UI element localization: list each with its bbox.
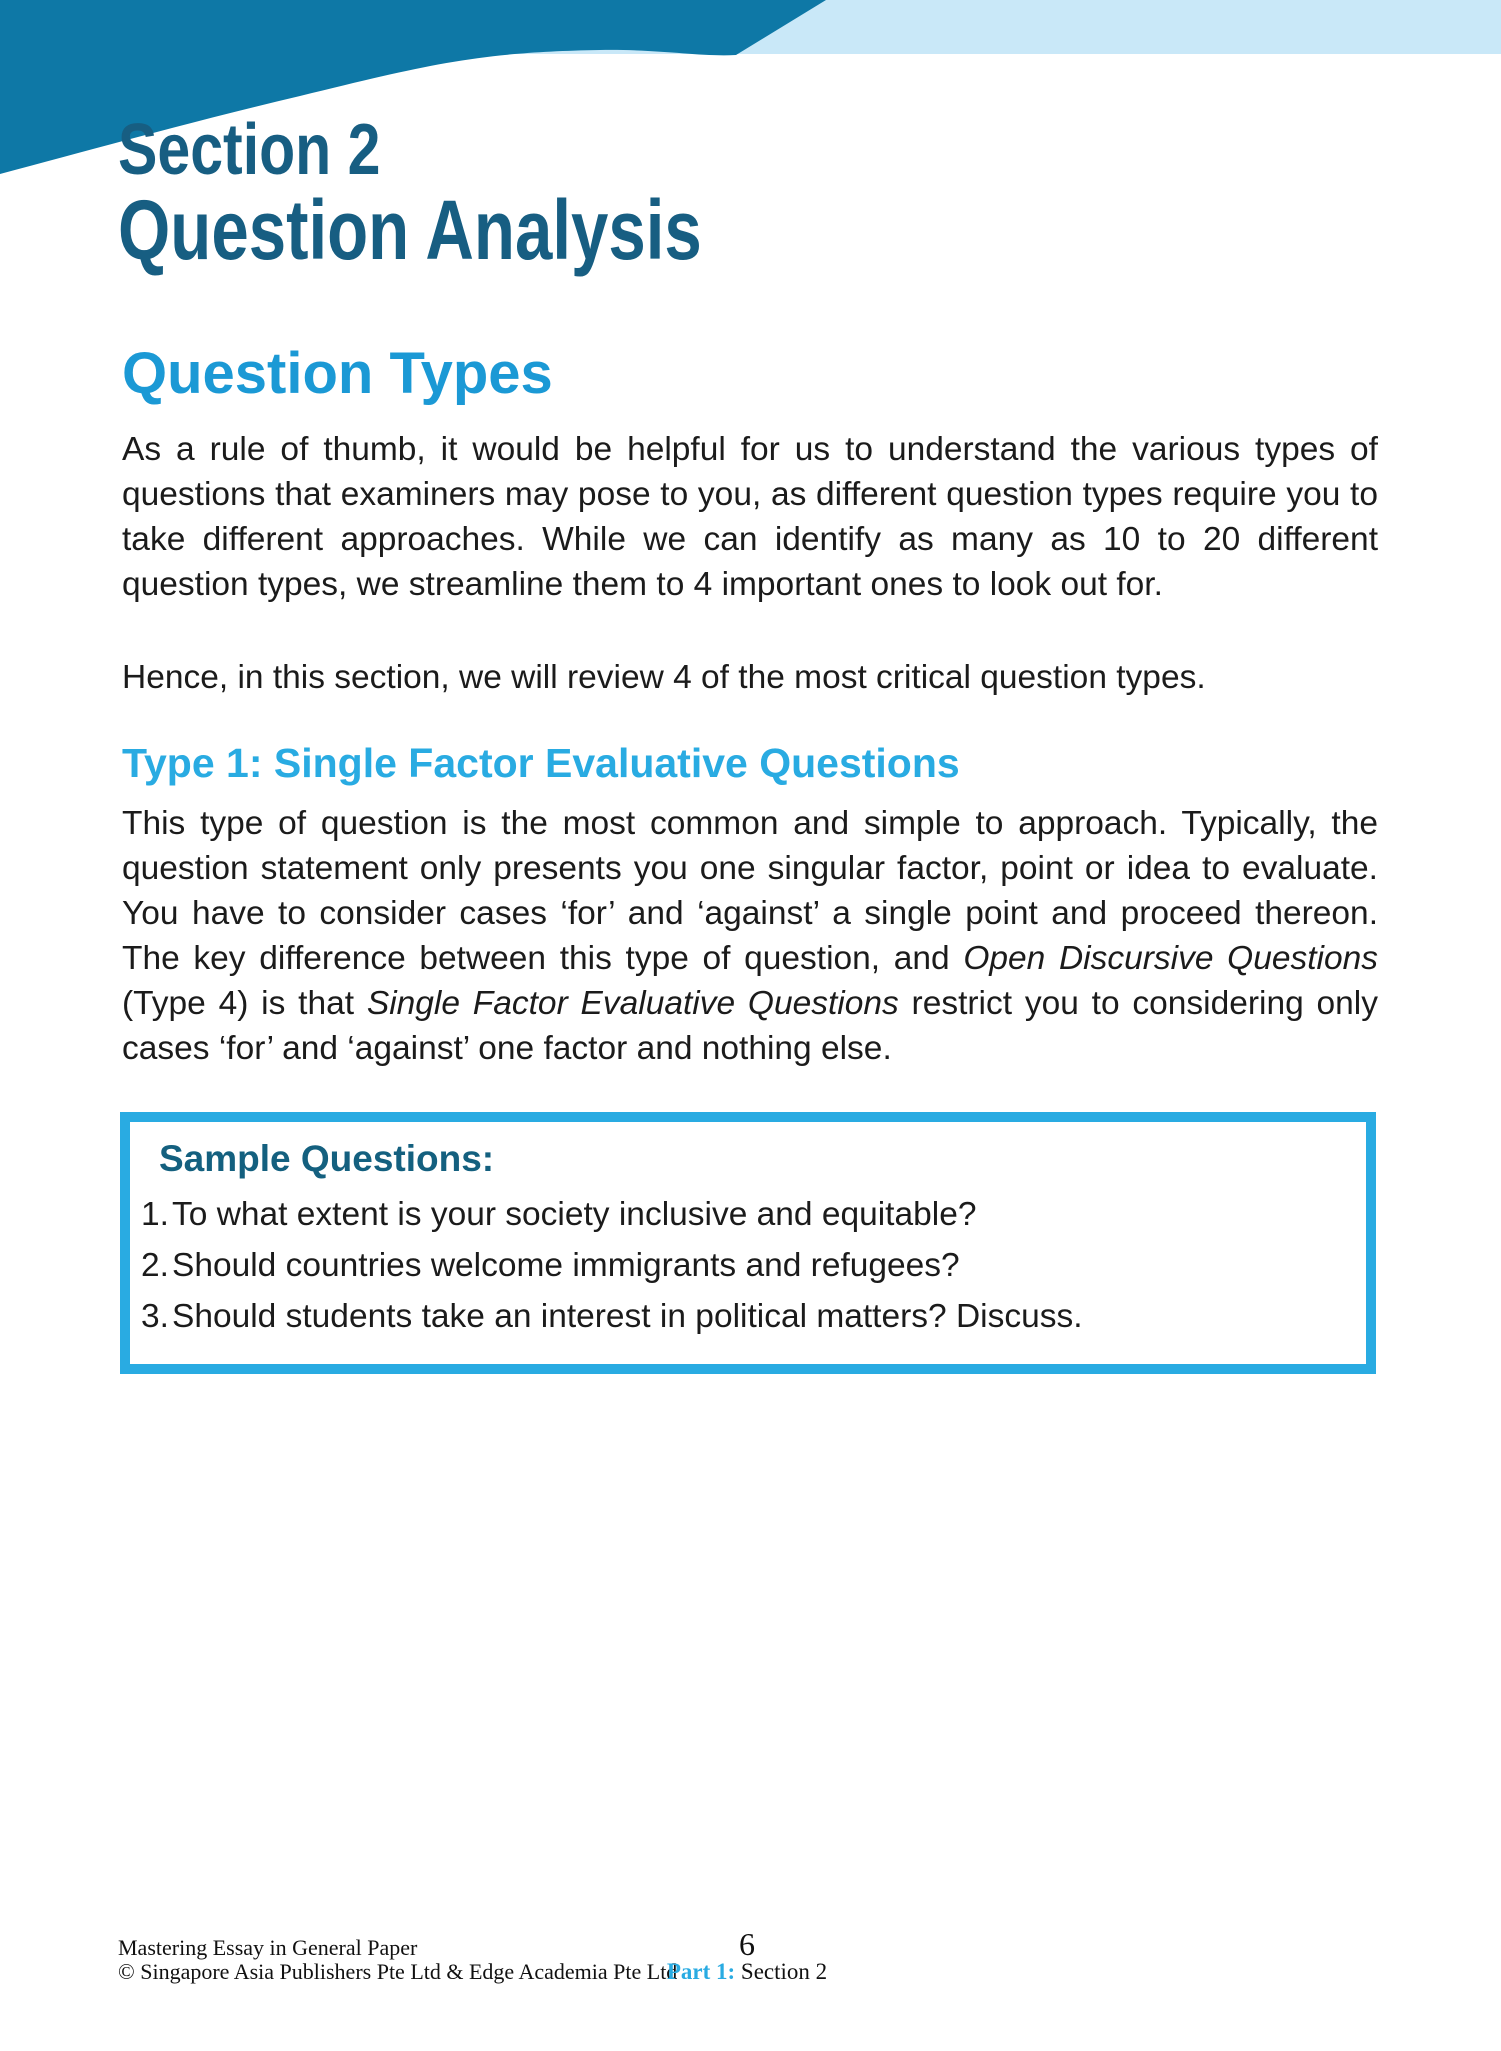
- footer-book-title: Mastering Essay in General Paper: [118, 1935, 418, 1960]
- intro-paragraph: As a rule of thumb, it would be helpful for us to understand the various types of questions that examiners may pose to you, as different question types require you to take different approaches. While we can identify as many as 10 to 20 different question types, we streamline them to 4 important ones to look out for.: [122, 431, 1378, 603]
- list-item-number: 3.: [141, 1297, 169, 1335]
- type1-paragraph: This type of question is the most common and simple to approach. Typically, the question statement only presents you one singular factor, point or idea to evaluate. You have to consider cases ‘for’ and ‘against’ a single point and proceed thereon. The key difference between this type of question, and Open Discursive Questions (Type 4) is that Single Factor Evaluative Questions restrict you to considering only cases ‘for’ and ‘against’ one factor and nothing else.: [122, 805, 1378, 1067]
- list-item-text: Should countries welcome immigrants and refugees?: [172, 1246, 960, 1284]
- footer-copyright: © Singapore Asia Publishers Pte Ltd & Edge Academia Pte Ltd: [118, 1959, 678, 1984]
- page-number: 6: [739, 1926, 755, 1962]
- sample-questions-box: [120, 1112, 1376, 1374]
- question-types-heading: Question Types: [122, 341, 553, 406]
- list-item-text: Should students take an interest in political matters? Discuss.: [172, 1297, 1083, 1335]
- sample-questions-list: [130, 1195, 1366, 1335]
- list-item: [141, 1195, 1366, 1233]
- section-label: Section 2: [118, 110, 381, 190]
- part-section-label: Section 2: [740, 1959, 828, 1984]
- review-paragraph: Hence, in this section, we will review 4 of the most critical question types.: [122, 659, 1206, 696]
- list-item: [141, 1246, 1366, 1284]
- list-item-number: 1.: [141, 1195, 169, 1233]
- list-item: [141, 1297, 1366, 1335]
- sample-questions-heading: Sample Questions:: [159, 1138, 495, 1179]
- section-title: Question Analysis: [118, 183, 702, 277]
- type1-heading: Type 1: Single Factor Evaluative Questions: [122, 740, 960, 786]
- list-item-number: 2.: [141, 1246, 169, 1284]
- footer-part-section: [547, 1959, 947, 1985]
- part-label: Part 1:: [666, 1959, 736, 1984]
- list-item-text: To what extent is your society inclusive and equitable?: [172, 1195, 977, 1233]
